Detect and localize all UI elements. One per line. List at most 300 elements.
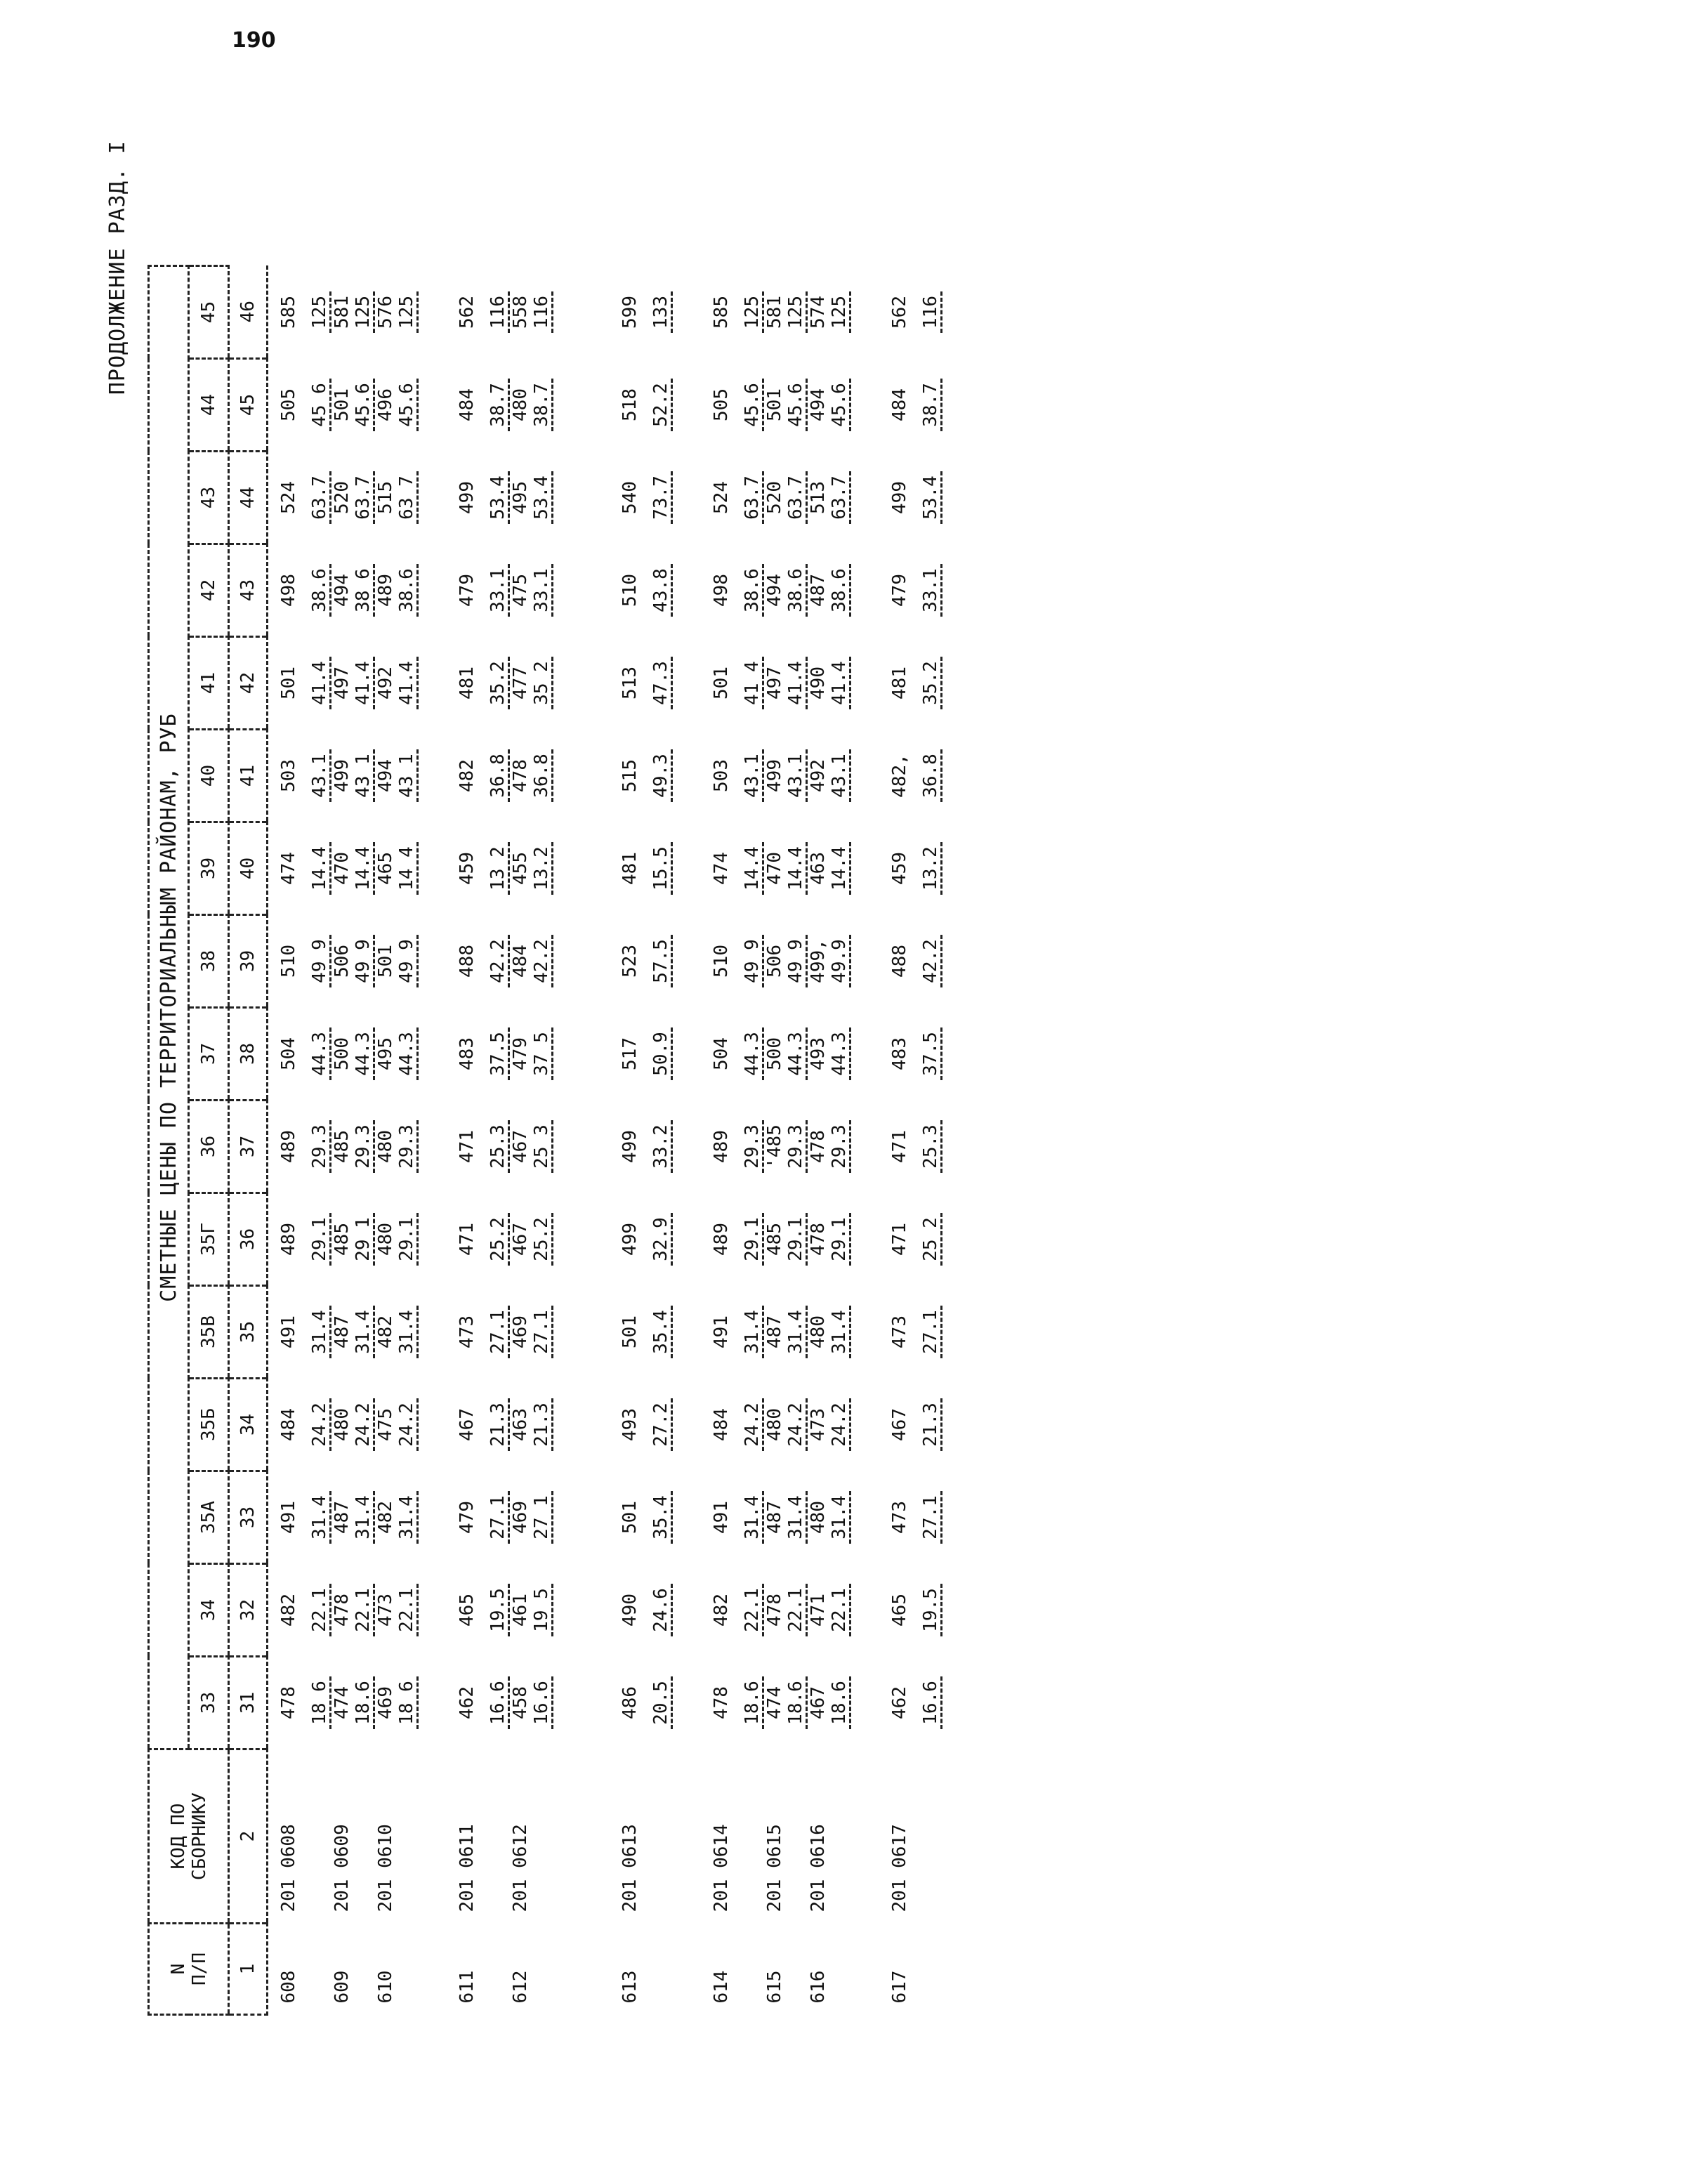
row-code: 201 0614 (711, 1824, 732, 1912)
column-number: 36 (229, 1193, 268, 1286)
price-cell: 480 (808, 1501, 829, 1534)
price-cell: 487 (764, 1315, 785, 1348)
price-cell: 485 (764, 1223, 785, 1256)
row-code (829, 1749, 851, 1924)
header-code: КОД ПО СБОРНИКУ (149, 1749, 229, 1924)
price-cell: 485 (331, 1223, 353, 1256)
price-value: 22.1 (397, 1584, 419, 1636)
price-value: 50.9 (651, 1027, 673, 1080)
price-cell (650, 1193, 673, 1286)
price-value: 37.5 (488, 1027, 510, 1080)
price-cell (487, 1564, 510, 1657)
price-value: 16.6 (488, 1676, 510, 1729)
price-value: 43.1 (786, 749, 808, 802)
table-row (610, 266, 650, 2015)
price-cell: 478 (711, 1686, 732, 1719)
row-number: 613 (619, 1970, 640, 2004)
price-cell: 482 (711, 1594, 732, 1627)
price-cell: 497 (764, 667, 785, 700)
price-cell (920, 822, 942, 915)
price-cell (829, 1379, 851, 1471)
page-number: 190 (232, 28, 276, 53)
price-value: 41.4 (353, 657, 375, 709)
price-cell: 478 (331, 1594, 353, 1627)
price-cell (785, 1657, 808, 1749)
price-value: 13.2 (921, 842, 942, 895)
price-cell: 495 (510, 481, 531, 514)
price-cell (785, 1193, 808, 1286)
price-cell (353, 1193, 375, 1286)
row-code (650, 1749, 673, 1924)
price-value: 35.4 (651, 1491, 673, 1544)
price-value: 29.1 (742, 1213, 764, 1266)
price-value: 16.6 (921, 1676, 942, 1729)
price-cell (353, 637, 375, 730)
price-value: 38.7 (921, 379, 942, 431)
price-cell: 463 (808, 852, 829, 885)
price-cell (396, 266, 419, 359)
price-cell (353, 822, 375, 915)
price-value: 32.9 (651, 1213, 673, 1266)
price-value: 29.3 (829, 1120, 851, 1173)
price-cell (487, 1101, 510, 1193)
price-value: 37 5 (532, 1027, 553, 1080)
price-value: 27.1 (488, 1306, 510, 1358)
price-value: 125 (397, 291, 419, 333)
row-code: 201 0611 (456, 1824, 478, 1912)
price-value: 38.7 (488, 379, 510, 431)
price-cell (487, 822, 510, 915)
price-cell: 486 (619, 1686, 640, 1719)
price-value: 38.6 (310, 564, 331, 617)
price-cell: 515 (375, 481, 396, 514)
price-value: 29.3 (786, 1120, 808, 1173)
continuation-title: ПРОДОЛЖЕНИЕ РАЗД. I (105, 140, 130, 395)
row-number: 612 (510, 1970, 531, 2004)
price-cell (353, 544, 375, 637)
price-cell: 479 (456, 574, 478, 607)
price-cell (650, 452, 673, 544)
price-value: 13.2 (532, 842, 553, 895)
price-cell: 500 (331, 1037, 353, 1070)
price-cell (396, 915, 419, 1008)
price-cell (396, 1008, 419, 1101)
price-value: 14.4 (310, 842, 331, 895)
header-region: 42 (189, 544, 229, 637)
price-cell: 518 (619, 388, 640, 421)
price-cell (353, 1101, 375, 1193)
price-cell (650, 822, 673, 915)
price-value: 49 9 (353, 935, 375, 987)
price-cell (785, 1286, 808, 1379)
price-cell (742, 359, 764, 452)
header-region: 35Б (189, 1379, 229, 1471)
price-cell (650, 1657, 673, 1749)
price-value: 29 1 (353, 1213, 375, 1266)
table-row (375, 266, 396, 2015)
price-cell (531, 822, 553, 915)
price-cell (742, 822, 764, 915)
price-cell: 463 (510, 1408, 531, 1441)
price-cell (920, 730, 942, 822)
price-cell: 496 (375, 388, 396, 421)
price-cell: 504 (711, 1037, 732, 1070)
table-row (396, 266, 419, 2015)
price-cell: 462 (456, 1686, 478, 1719)
price-cell (396, 1193, 419, 1286)
price-cell: 482, (889, 754, 910, 798)
table-row (510, 266, 531, 2015)
header-prices: СМЕТНЫЕ ЦЕНЫ ПО ТЕРРИТОРИАЛЬНЫМ РАЙОНАМ, РУБ (149, 266, 189, 1749)
row-number (742, 1924, 764, 2015)
price-value: 42.2 (488, 935, 510, 987)
price-cell: 494 (764, 574, 785, 607)
price-value: 38.6 (742, 564, 764, 617)
price-cell (742, 637, 764, 730)
price-value: 35.2 (488, 657, 510, 709)
price-cell (309, 1193, 331, 1286)
price-cell: 499 (619, 1223, 640, 1256)
price-cell (353, 1471, 375, 1564)
price-cell: 491 (278, 1501, 299, 1534)
price-value: 27 1 (532, 1491, 553, 1544)
price-cell: 467 (808, 1686, 829, 1719)
price-cell: 520 (331, 481, 353, 514)
price-value: 21.3 (488, 1398, 510, 1451)
price-value: 14.4 (829, 842, 851, 895)
price-cell (650, 730, 673, 822)
price-value: 45.6 (397, 379, 419, 431)
price-cell (531, 730, 553, 822)
price-value: 44.3 (742, 1027, 764, 1080)
row-code: 201 0612 (510, 1824, 531, 1912)
price-cell (920, 1008, 942, 1101)
price-value: 36.8 (532, 749, 553, 802)
price-cell: 467 (510, 1223, 531, 1256)
price-cell (920, 915, 942, 1008)
price-cell: 474 (331, 1686, 353, 1719)
price-cell: 489 (278, 1130, 299, 1163)
price-cell: 501 (375, 945, 396, 978)
price-cell: 483 (889, 1037, 910, 1070)
column-number: 41 (229, 730, 268, 822)
price-value: 38.6 (829, 564, 851, 617)
price-cell (650, 1471, 673, 1564)
price-cell: 467 (510, 1130, 531, 1163)
price-value: 29.1 (786, 1213, 808, 1266)
price-value: 43.1 (829, 749, 851, 802)
price-value: 27.2 (651, 1398, 673, 1451)
table-row (553, 266, 582, 2015)
row-gap (553, 266, 582, 2015)
price-value: 25.2 (488, 1213, 510, 1266)
price-cell: 510 (711, 945, 732, 978)
price-value: 63.7 (742, 471, 764, 524)
row-code: 201 0615 (764, 1824, 785, 1912)
column-number: 44 (229, 452, 268, 544)
price-cell (487, 915, 510, 1008)
table-row (673, 266, 701, 2015)
price-cell: 489 (711, 1130, 732, 1163)
price-value: 63 7 (397, 471, 419, 524)
price-cell: 480 (808, 1315, 829, 1348)
price-value: 24.2 (310, 1398, 331, 1451)
price-value: 44.3 (397, 1027, 419, 1080)
price-cell: 481 (619, 852, 640, 885)
price-cell: 471 (889, 1223, 910, 1256)
price-value: 25.3 (921, 1120, 942, 1173)
price-cell (920, 1101, 942, 1193)
price-value: 38.7 (532, 379, 553, 431)
price-value: 31.4 (829, 1491, 851, 1544)
price-cell (785, 544, 808, 637)
price-value: 41.4 (310, 657, 331, 709)
row-code (309, 1749, 331, 1924)
price-value: 18.6 (742, 1676, 764, 1729)
price-value: 13 2 (488, 842, 510, 895)
price-cell: 487 (808, 574, 829, 607)
price-cell: 585 (711, 296, 732, 329)
price-cell: 520 (764, 481, 785, 514)
price-cell: 481 (889, 667, 910, 700)
price-cell: 478 (278, 1686, 299, 1719)
price-cell (650, 1008, 673, 1101)
price-value: 45.6 (786, 379, 808, 431)
price-value: 44.3 (829, 1027, 851, 1080)
price-cell (353, 452, 375, 544)
price-value: 27.1 (921, 1306, 942, 1358)
price-cell (785, 822, 808, 915)
column-number: 46 (229, 266, 268, 359)
price-cell (829, 637, 851, 730)
price-value: 24.2 (786, 1398, 808, 1451)
price-cell: 492 (808, 759, 829, 792)
price-value: 25 3 (532, 1120, 553, 1173)
price-value: 42.2 (921, 935, 942, 987)
price-cell (531, 1471, 553, 1564)
price-cell (309, 1471, 331, 1564)
price-cell (829, 915, 851, 1008)
price-value: 31.4 (742, 1306, 764, 1358)
price-value: 57.5 (651, 935, 673, 987)
price-cell (742, 1193, 764, 1286)
price-value: 22.1 (786, 1584, 808, 1636)
price-cell: 501 (711, 667, 732, 700)
price-cell (353, 915, 375, 1008)
price-cell: 504 (278, 1037, 299, 1070)
price-cell: 478 (764, 1594, 785, 1627)
table-row (268, 266, 310, 2015)
price-cell: 467 (889, 1408, 910, 1441)
table-row (829, 266, 851, 2015)
price-cell: 490 (619, 1594, 640, 1627)
price-cell (309, 359, 331, 452)
price-cell (396, 1471, 419, 1564)
price-cell (531, 452, 553, 544)
price-cell: 473 (889, 1315, 910, 1348)
header-region: 35Г (189, 1193, 229, 1286)
price-cell: 501 (619, 1501, 640, 1534)
price-value: 43 1 (397, 749, 419, 802)
price-value: 49 9 (310, 935, 331, 987)
price-value: 31.4 (786, 1491, 808, 1544)
price-value: 31.4 (310, 1491, 331, 1544)
price-value: 14.4 (353, 842, 375, 895)
price-cell (742, 915, 764, 1008)
price-cell (353, 359, 375, 452)
price-cell: 459 (889, 852, 910, 885)
row-number: 615 (764, 1970, 785, 2004)
price-cell: 499 (456, 481, 478, 514)
price-value: 125 (829, 291, 851, 333)
header-region: 44 (189, 359, 229, 452)
price-value: 27.1 (488, 1491, 510, 1544)
price-cell: 471 (456, 1130, 478, 1163)
price-cell: 475 (375, 1408, 396, 1441)
row-gap (851, 266, 879, 2015)
price-cell: 462 (889, 1686, 910, 1719)
price-cell (650, 1379, 673, 1471)
price-value: 29.3 (310, 1120, 331, 1173)
price-value: 14.4 (786, 842, 808, 895)
price-cell: 500 (764, 1037, 785, 1070)
price-cell (920, 1379, 942, 1471)
row-code (487, 1749, 510, 1924)
header-n: N П/П (149, 1924, 229, 2015)
price-cell (785, 730, 808, 822)
price-cell (353, 266, 375, 359)
price-cell: 477 (510, 667, 531, 700)
row-number: 617 (889, 1970, 910, 2004)
price-value: 49 9 (397, 935, 419, 987)
price-cell (309, 1286, 331, 1379)
price-cell: 469 (510, 1501, 531, 1534)
row-gap (673, 266, 701, 2015)
price-value: 29.3 (397, 1120, 419, 1173)
price-cell (785, 266, 808, 359)
price-cell (487, 1008, 510, 1101)
price-value: 125 (742, 291, 764, 333)
price-cell (396, 359, 419, 452)
price-value: 38.6 (786, 564, 808, 617)
price-cell (829, 1008, 851, 1101)
price-value: 43.1 (310, 749, 331, 802)
price-value: 38.6 (397, 564, 419, 617)
price-value: 49 9 (742, 935, 764, 987)
price-cell (650, 544, 673, 637)
row-code (353, 1749, 375, 1924)
price-cell (309, 1564, 331, 1657)
price-cell (487, 1471, 510, 1564)
price-cell (487, 359, 510, 452)
price-cell (829, 1286, 851, 1379)
header-region: 35В (189, 1286, 229, 1379)
header-region: 43 (189, 452, 229, 544)
price-cell (920, 452, 942, 544)
price-value: 116 (532, 291, 553, 333)
price-table (147, 265, 942, 2016)
price-cell (487, 730, 510, 822)
price-value: 31.4 (353, 1491, 375, 1544)
row-code: 201 0616 (808, 1824, 829, 1912)
column-number: 45 (229, 359, 268, 452)
price-cell: 558 (510, 296, 531, 329)
price-value: 33.1 (488, 564, 510, 617)
price-cell (742, 1008, 764, 1101)
price-cell: 517 (619, 1037, 640, 1070)
price-cell (531, 1101, 553, 1193)
column-number: 35 (229, 1286, 268, 1379)
table-row (742, 266, 764, 2015)
header-region: 39 (189, 822, 229, 915)
row-number: 610 (375, 1970, 396, 2004)
price-cell: 499 (619, 1130, 640, 1163)
price-cell (531, 544, 553, 637)
price-cell: 499 (764, 759, 785, 792)
row-code (920, 1749, 942, 1924)
row-number (531, 1924, 553, 2015)
price-value: 45.6 (829, 379, 851, 431)
row-gap (582, 266, 610, 2015)
price-cell (829, 730, 851, 822)
price-cell: 484 (456, 388, 478, 421)
column-number: 38 (229, 1008, 268, 1101)
price-value: 33.1 (921, 564, 942, 617)
header-region: 41 (189, 637, 229, 730)
price-cell (309, 915, 331, 1008)
price-cell: 499, (808, 939, 829, 983)
price-cell (531, 637, 553, 730)
price-cell (650, 1101, 673, 1193)
price-cell (531, 1657, 553, 1749)
price-cell (487, 1657, 510, 1749)
price-cell (309, 266, 331, 359)
price-value: 41.4 (786, 657, 808, 709)
price-cell: 498 (278, 574, 299, 607)
price-cell (531, 359, 553, 452)
price-cell: 484 (889, 388, 910, 421)
price-value: 19.5 (488, 1584, 510, 1636)
table-row (487, 266, 510, 2015)
price-cell (487, 1379, 510, 1471)
price-cell: 503 (278, 759, 299, 792)
price-cell (742, 730, 764, 822)
price-cell: 480 (764, 1408, 785, 1441)
column-number: 33 (229, 1471, 268, 1564)
price-value: 36.8 (488, 749, 510, 802)
price-cell (829, 359, 851, 452)
price-value: 45.6 (742, 379, 764, 431)
price-cell: 501 (619, 1315, 640, 1348)
price-value: 21.3 (921, 1398, 942, 1451)
row-number: 608 (278, 1970, 299, 2004)
price-cell: 487 (764, 1501, 785, 1534)
price-value: 43.8 (651, 564, 673, 617)
price-value: 53.4 (488, 471, 510, 524)
price-cell (650, 359, 673, 452)
row-number: 609 (331, 1970, 353, 2004)
price-cell: 461 (510, 1594, 531, 1627)
price-cell: 480 (375, 1130, 396, 1163)
price-cell (920, 1471, 942, 1564)
price-value: 21.3 (532, 1398, 553, 1451)
header-region: 35А (189, 1471, 229, 1564)
price-cell (829, 1193, 851, 1286)
price-cell: 489 (711, 1223, 732, 1256)
price-cell (785, 637, 808, 730)
price-cell (487, 1286, 510, 1379)
price-value: 31.4 (353, 1306, 375, 1358)
